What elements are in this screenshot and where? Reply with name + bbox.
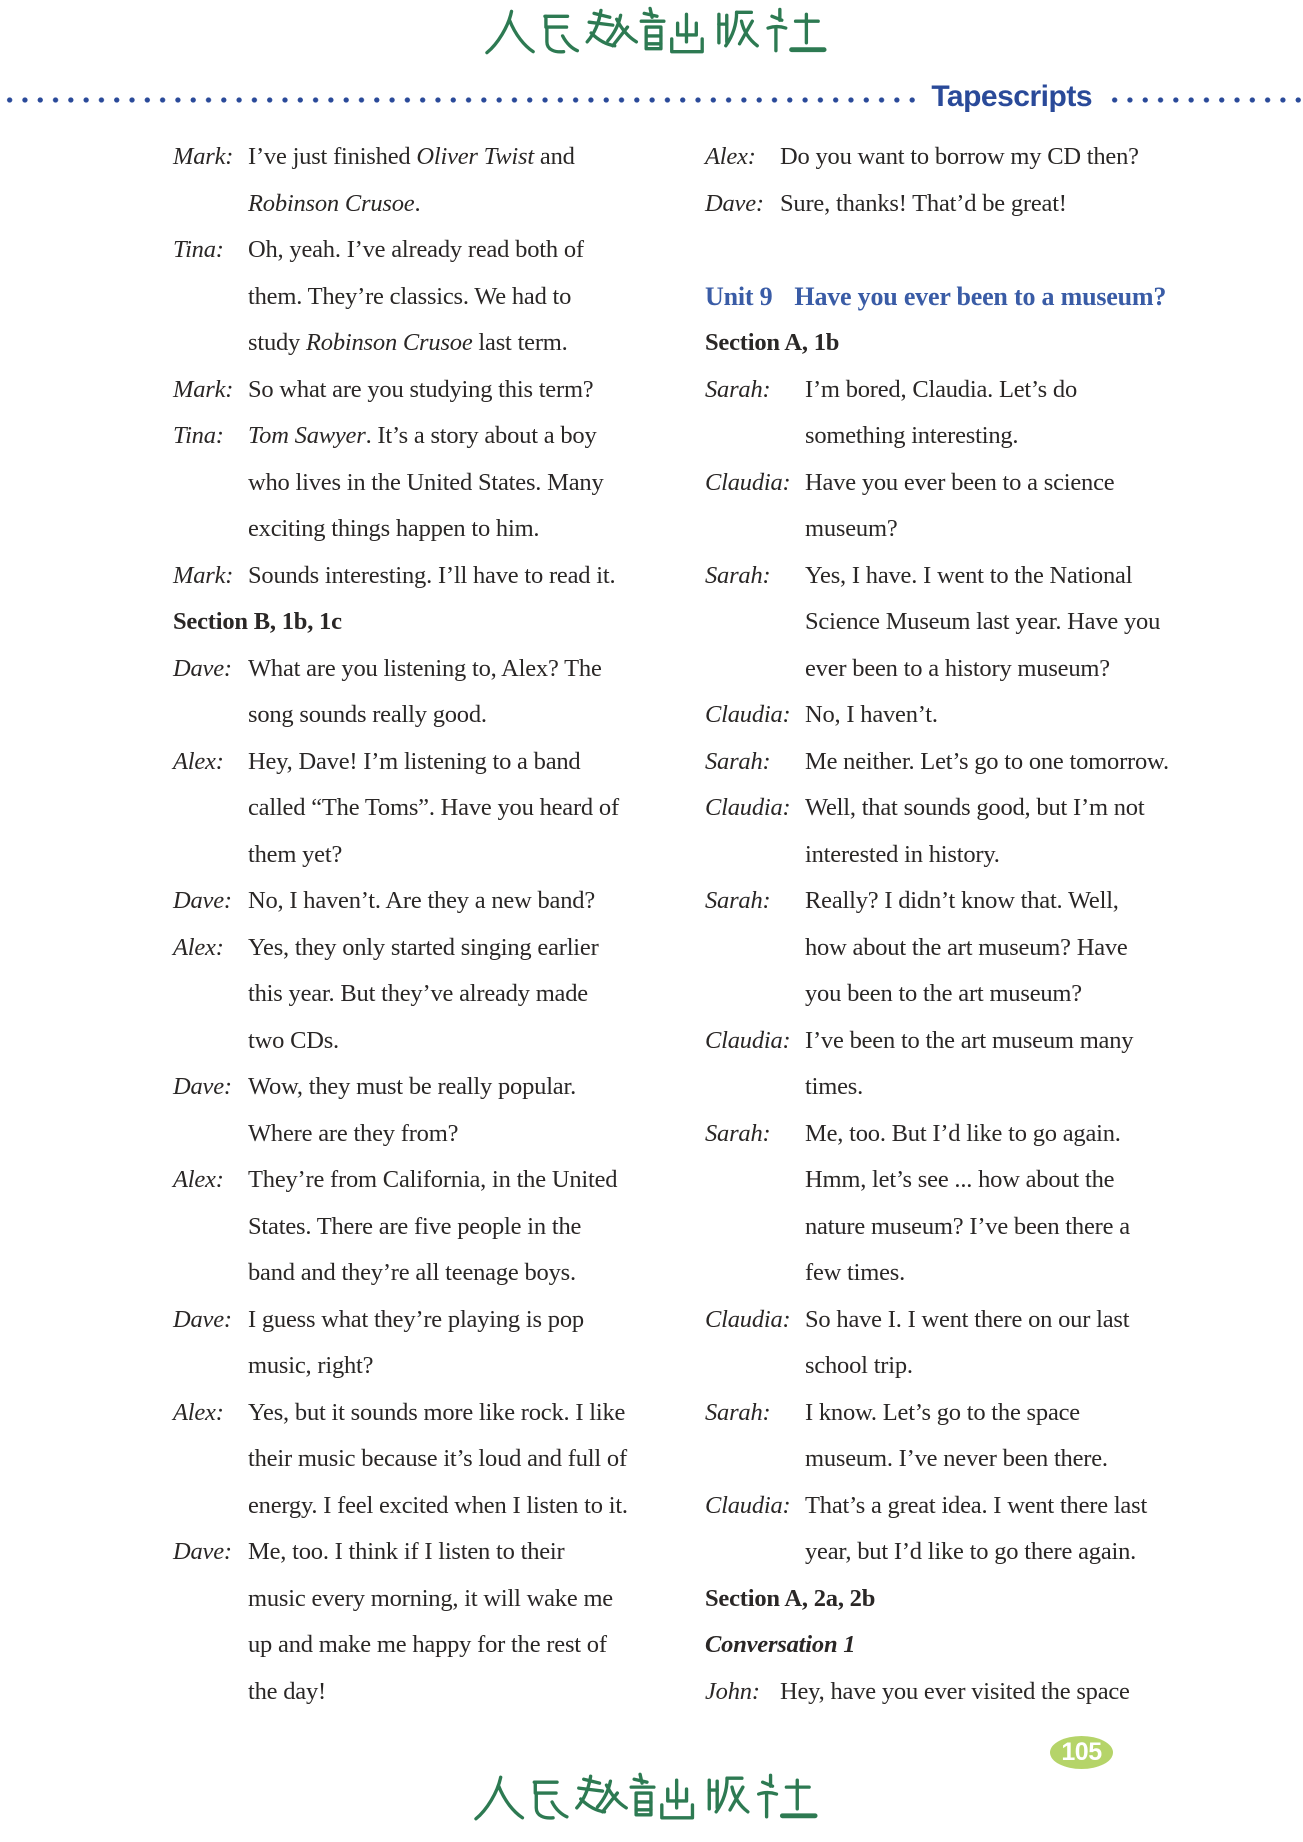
speaker-label: Dave: xyxy=(705,189,764,217)
publisher-calligraphy-icon xyxy=(473,1772,819,1824)
dialogue-turn xyxy=(705,181,1295,228)
dialogue-text: Hey, Dave! I’m listening to a band called “The Toms”. Have you heard of them yet? xyxy=(248,747,619,868)
dialogue-turn xyxy=(173,1529,693,1715)
dialogue-text: Yes, but it sounds more like rock. I like their music because it’s loud and full of energy. I feel excited when I listen to it. xyxy=(248,1398,628,1519)
dialogue-text: I know. Let’s go to the space museum. I’ve never been there. xyxy=(805,1398,1108,1472)
page-number-badge xyxy=(1050,1736,1113,1769)
dialogue-turn xyxy=(173,413,693,553)
dialogue-text: Me, too. I think if I listen to their music every morning, it will wake me up and make me happy for the rest of the day! xyxy=(248,1538,613,1705)
dialogue-text: Yes, they only started singing earlier this year. But they’ve already made two CDs. xyxy=(248,933,599,1054)
publisher-calligraphy-icon xyxy=(484,6,828,58)
speaker-label: Alex: xyxy=(173,1398,224,1426)
dialogue-text: Sounds interesting. I’ll have to read it. xyxy=(248,561,616,589)
dialogue-turn xyxy=(705,553,1295,693)
dialogue-text: Hey, have you ever visited the space xyxy=(780,1677,1130,1705)
dialogue-turn xyxy=(173,646,693,739)
unit-heading xyxy=(705,274,1295,321)
dialogue-turn xyxy=(173,134,693,227)
dialogue-text: Do you want to borrow my CD then? xyxy=(780,143,1139,170)
speaker-label: Alex: xyxy=(173,1166,224,1193)
speaker-label: Claudia: xyxy=(705,1026,791,1054)
speaker-label: Mark: xyxy=(173,143,234,170)
dialogue-turn xyxy=(705,785,1295,878)
speaker-label: Sarah: xyxy=(705,561,771,589)
unit-label: Unit 9 xyxy=(705,281,773,311)
speaker-label: Sarah: xyxy=(705,1119,771,1147)
speaker-label: Sarah: xyxy=(705,887,771,914)
section-heading: Section A, 2a, 2b xyxy=(705,1584,876,1612)
right-column xyxy=(705,134,1295,1715)
dialogue-turn xyxy=(173,878,693,925)
dialogue-turn xyxy=(705,1018,1295,1111)
publisher-logo-footer xyxy=(473,1772,819,1824)
speaker-label: Mark: xyxy=(173,561,234,589)
dialogue-turn xyxy=(705,692,1295,739)
dialogue-turn xyxy=(173,367,693,414)
speaker-label: Claudia: xyxy=(705,794,791,821)
speaker-label: Claudia: xyxy=(705,468,791,496)
left-column xyxy=(173,134,693,1715)
speaker-label: Dave: xyxy=(173,1073,232,1100)
dialogue-turn xyxy=(705,1669,1295,1716)
page-number: 105 xyxy=(1061,1738,1102,1766)
dialogue-text: Me neither. Let’s go to one tomorrow. xyxy=(805,747,1169,775)
dialogue-turn xyxy=(705,134,1295,181)
dialogue-turn xyxy=(173,925,693,1065)
page-title: Tapescripts xyxy=(931,80,1092,113)
speaker-label: Alex: xyxy=(173,933,224,961)
dialogue-text: Have you ever been to a science museum? xyxy=(805,468,1115,542)
dialogue-turn xyxy=(705,739,1295,786)
dialogue-text: They’re from California, in the United States. There are five people in the band and they’re all teenage boys. xyxy=(248,1166,618,1286)
speaker-label: Dave: xyxy=(173,654,232,682)
dialogue-turn xyxy=(705,1297,1295,1390)
speaker-label: Mark: xyxy=(173,375,234,403)
speaker-label: Sarah: xyxy=(705,747,771,775)
speaker-label: Alex: xyxy=(705,143,756,170)
dialogue-text: What are you listening to, Alex? The song sounds really good. xyxy=(248,654,602,728)
publisher-logo xyxy=(484,6,828,58)
speaker-label: Dave: xyxy=(173,1305,232,1333)
dialogue-text: Really? I didn’t know that. Well, how about the art museum? Have you been to the art museum? xyxy=(805,887,1128,1007)
speaker-label: Dave: xyxy=(173,1538,232,1565)
dialogue-turn xyxy=(705,1483,1295,1576)
speaker-label: John: xyxy=(705,1677,760,1705)
dialogue-text: Yes, I have. I went to the National Science Museum last year. Have you ever been to a history museum? xyxy=(805,561,1161,682)
speaker-label: Tina: xyxy=(173,422,224,449)
speaker-label: Claudia: xyxy=(705,701,791,728)
speaker-label: Alex: xyxy=(173,747,224,775)
dialogue-turn xyxy=(173,227,693,367)
dialogue-text: I’ve just finished Oliver Twist and Robinson Crusoe. xyxy=(248,143,575,217)
dotted-rule-left xyxy=(0,96,915,104)
dialogue-turn xyxy=(705,1111,1295,1297)
blank-line xyxy=(705,227,1295,274)
speaker-label: Claudia: xyxy=(705,1491,791,1519)
speaker-label: Sarah: xyxy=(705,1398,771,1426)
dialogue-text: So what are you studying this term? xyxy=(248,375,594,403)
dialogue-turn xyxy=(173,1157,693,1297)
dialogue-turn xyxy=(173,553,693,600)
dialogue-turn xyxy=(173,739,693,879)
dialogue-text: I guess what they’re playing is pop music, right? xyxy=(248,1305,584,1379)
dialogue-text: That’s a great idea. I went there last year, but I’d like to go there again. xyxy=(805,1491,1148,1565)
dialogue-text: I’m bored, Claudia. Let’s do something interesting. xyxy=(805,375,1077,449)
dialogue-turn xyxy=(173,1297,693,1390)
dialogue-turn xyxy=(705,878,1295,1018)
dialogue-turn xyxy=(705,460,1295,553)
dialogue-text: No, I haven’t. xyxy=(805,701,938,728)
dialogue-text: Well, that sounds good, but I’m not interested in history. xyxy=(805,794,1145,868)
dialogue-turn xyxy=(173,1390,693,1530)
dialogue-turn xyxy=(173,1064,693,1157)
dialogue-text: I’ve been to the art museum many times. xyxy=(805,1026,1134,1100)
dialogue-text: Tom Sawyer. It’s a story about a boy who lives in the United States. Many exciting things happen to him. xyxy=(248,422,604,542)
dialogue-text: Wow, they must be really popular. Where are they from? xyxy=(248,1073,577,1147)
speaker-label: Dave: xyxy=(173,887,232,914)
dialogue-text: No, I haven’t. Are they a new band? xyxy=(248,887,595,914)
section-heading: Section A, 1b xyxy=(705,329,840,356)
dialogue-text: So have I. I went there on our last school trip. xyxy=(805,1305,1130,1379)
section-heading: Section B, 1b, 1c xyxy=(173,608,342,635)
unit-title: Have you ever been to a museum? xyxy=(794,281,1167,311)
header-rule xyxy=(0,80,1303,114)
dialogue-text: Me, too. But I’d like to go again. Hmm, let’s see ... how about the nature museum? I’ve been there a few times. xyxy=(805,1119,1130,1286)
speaker-label: Tina: xyxy=(173,236,224,263)
speaker-label: Sarah: xyxy=(705,375,771,403)
subsection-heading: Conversation 1 xyxy=(705,1631,856,1658)
dialogue-text: Oh, yeah. I’ve already read both of them. They’re classics. We had to study Robinson Crusoe last term. xyxy=(248,236,584,356)
speaker-label: Claudia: xyxy=(705,1305,791,1333)
dialogue-text: Sure, thanks! That’d be great! xyxy=(780,189,1067,217)
dialogue-turn xyxy=(705,367,1295,460)
dialogue-turn xyxy=(705,1390,1295,1483)
dotted-rule-right xyxy=(1105,96,1303,104)
